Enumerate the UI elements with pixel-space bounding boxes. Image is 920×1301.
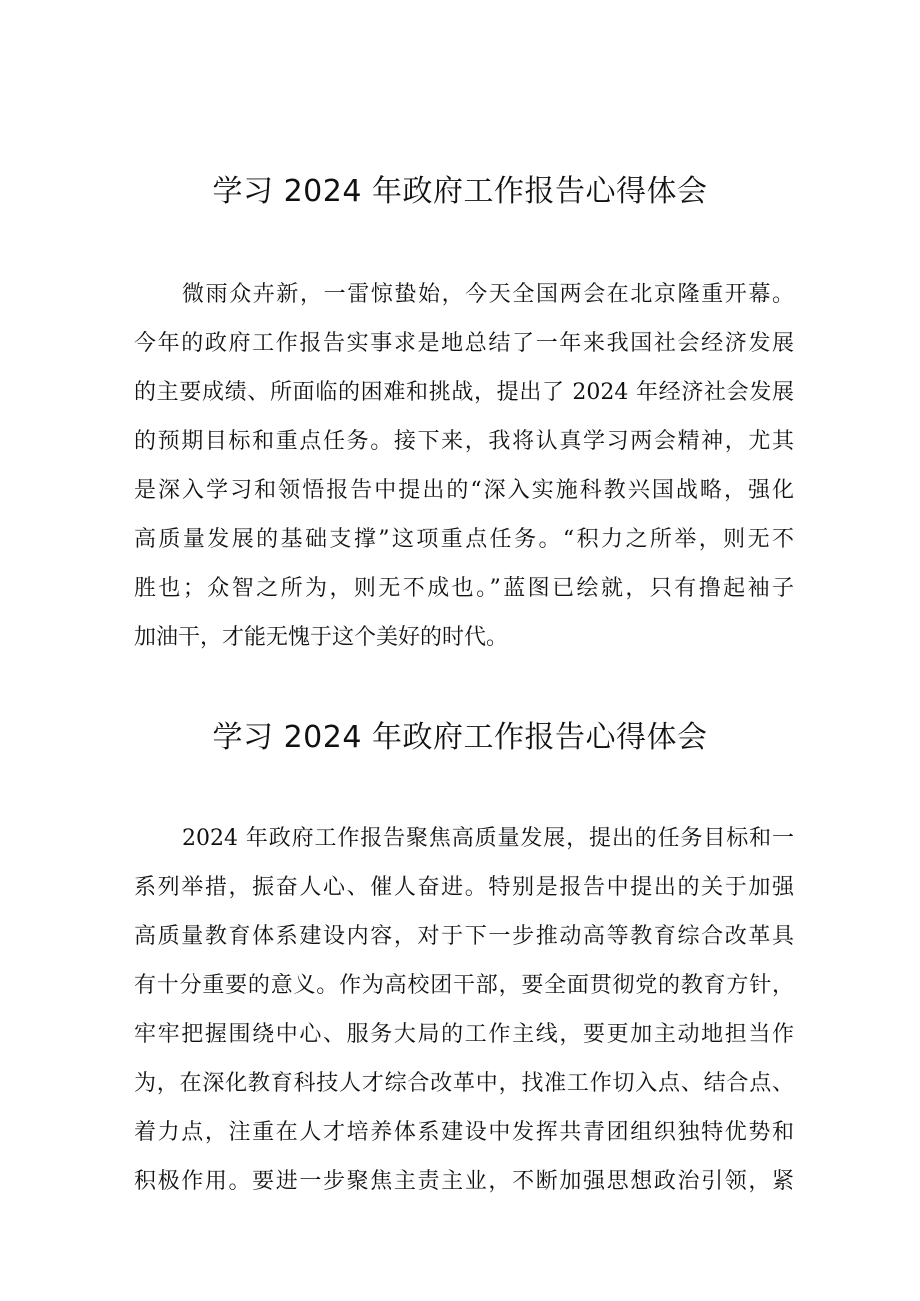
body-line: 胜也；众智之所为，则无不成也。”蓝图已绘就，只有撸起袖子 bbox=[134, 576, 794, 601]
body-line: 今年的政府工作报告实事求是地总结了一年来我国社会经济发展 bbox=[134, 331, 794, 356]
section-body-2 bbox=[134, 814, 794, 1206]
body-line: 有十分重要的意义。作为高校团干部，要全面贯彻党的教育方针， bbox=[134, 973, 794, 998]
section-body-1 bbox=[134, 270, 794, 662]
body-line: 为，在深化教育科技人才综合改革中，找准工作切入点、结合点、 bbox=[134, 1071, 794, 1096]
body-line: 微雨众卉新，一雷惊蛰始，今天全国两会在北京隆重开幕。 bbox=[182, 282, 794, 307]
body-line: 是深入学习和领悟报告中提出的“深入实施科教兴国战略，强化 bbox=[134, 478, 794, 503]
body-line: 的主要成绩、所面临的困难和挑战，提出了 2024 年经济社会发展 bbox=[134, 380, 794, 405]
body-line: 的预期目标和重点任务。接下来，我将认真学习两会精神，尤其 bbox=[134, 429, 794, 454]
body-line: 牢牢把握围绕中心、服务大局的工作主线，要更加主动地担当作 bbox=[134, 1022, 794, 1047]
body-line: 积极作用。要进一步聚焦主责主业，不断加强思想政治引领，紧 bbox=[134, 1169, 794, 1194]
body-line: 高质量发展的基础支撑”这项重点任务。“积力之所举，则无不 bbox=[134, 527, 794, 552]
body-line: 系列举措，振奋人心、催人奋进。特别是报告中提出的关于加强 bbox=[134, 875, 794, 900]
body-line: 着力点，注重在人才培养体系建设中发挥共青团组织独特优势和 bbox=[134, 1120, 794, 1145]
body-line: 加油干，才能无愧于这个美好的时代。 bbox=[134, 625, 509, 650]
section-title-1: 学习 2024 年政府工作报告心得体会 bbox=[212, 174, 708, 209]
body-line: 高质量教育体系建设内容，对于下一步推动高等教育综合改革具 bbox=[134, 924, 794, 949]
body-line: 2024 年政府工作报告聚焦高质量发展，提出的任务目标和一 bbox=[182, 826, 794, 851]
section-title-2: 学习 2024 年政府工作报告心得体会 bbox=[212, 720, 708, 755]
